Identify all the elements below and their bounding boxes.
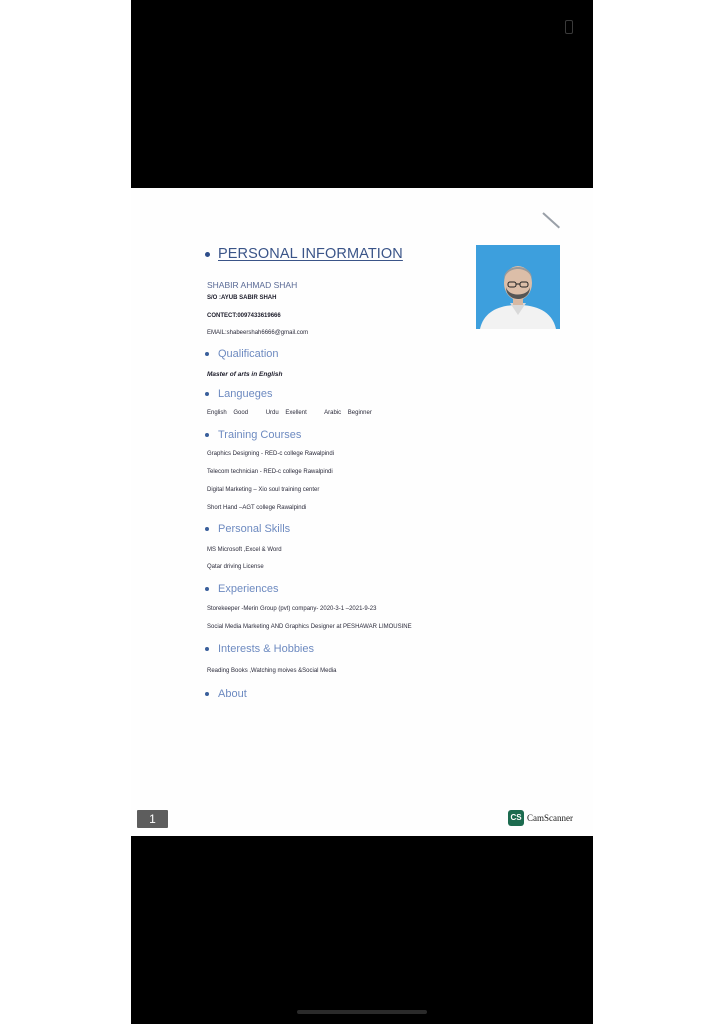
- bullet-icon: [205, 587, 209, 591]
- person-name: SHABIR AHMAD SHAH: [207, 280, 298, 290]
- document-viewer: [131, 0, 593, 1024]
- page-number-badge: 1: [137, 810, 168, 828]
- home-indicator[interactable]: [297, 1010, 427, 1014]
- section-training: [205, 429, 301, 441]
- language-level: Exellent: [285, 410, 307, 416]
- camscanner-logo-icon: CS: [508, 810, 524, 826]
- bullet-icon: [205, 527, 209, 531]
- language-level: Beginner: [347, 410, 372, 416]
- interests-value: Reading Books ,Watching moives &Social Media: [207, 668, 337, 674]
- bullet-icon: [205, 433, 209, 437]
- section-about: [205, 688, 247, 700]
- section-label: About: [218, 688, 247, 700]
- experience-item: Social Media Marketing AND Graphics Designer at PESHAWAR LIMOUSINE: [207, 624, 412, 630]
- training-item: Telecom technician - RED-c college Rawalpindi: [207, 469, 333, 475]
- section-label: Training Courses: [218, 429, 302, 441]
- camscanner-watermark: [508, 810, 573, 826]
- language-name: English: [207, 410, 227, 416]
- section-label: Personal Skills: [218, 523, 291, 535]
- father-name: S/O :AYUB SABIR SHAH: [207, 295, 277, 301]
- viewer-bottom-bar: [131, 836, 593, 1024]
- page-fold-mark: [542, 212, 560, 228]
- email-address: EMAIL:shabeershah6666@gmail.com: [207, 330, 309, 336]
- language-level: Good: [233, 410, 249, 416]
- training-item: Graphics Designing - RED-c college Rawalpindi: [207, 451, 335, 457]
- person-portrait-icon: [476, 245, 560, 329]
- section-label: Interests & Hobbies: [218, 643, 314, 655]
- languages-row: [207, 410, 377, 416]
- section-languages: [205, 388, 272, 400]
- bullet-icon: [205, 352, 209, 356]
- skill-item: MS Microsoft ,Excel & Word: [207, 547, 282, 553]
- section-experiences: [205, 583, 279, 595]
- bullet-icon: [205, 392, 209, 396]
- phone-icon: [565, 20, 573, 34]
- language-name: Arabic: [324, 410, 342, 416]
- training-item: Digital Marketing – Xio soul training center: [207, 487, 320, 493]
- section-qualification: [205, 348, 279, 360]
- contact-number: CONTECT:0097433619666: [207, 313, 281, 319]
- training-item: Short Hand –AGT college Rawalpindi: [207, 505, 307, 511]
- viewer-top-bar: [131, 0, 593, 188]
- skill-item: Qatar driving License: [207, 564, 264, 570]
- profile-photo: [476, 245, 560, 329]
- section-label: Langueges: [218, 388, 273, 400]
- bullet-icon: [205, 252, 210, 257]
- bullet-icon: [205, 692, 209, 696]
- experience-item: Storekeeper -Merin Group (pvt) company- 2020-3-1 –2021-9-23: [207, 606, 377, 612]
- section-skills: [205, 523, 290, 535]
- section-label: Qualification: [218, 348, 279, 360]
- section-interests: [205, 643, 314, 655]
- section-label: Experiences: [218, 583, 279, 595]
- qualification-value: Master of arts in English: [207, 371, 283, 378]
- personal-info-heading: [205, 246, 403, 262]
- bullet-icon: [205, 647, 209, 651]
- document-page[interactable]: [131, 188, 593, 836]
- camscanner-label: CamScanner: [527, 813, 573, 823]
- main-heading-text: PERSONAL INFORMATION: [218, 246, 403, 262]
- language-name: Urdu: [265, 410, 279, 416]
